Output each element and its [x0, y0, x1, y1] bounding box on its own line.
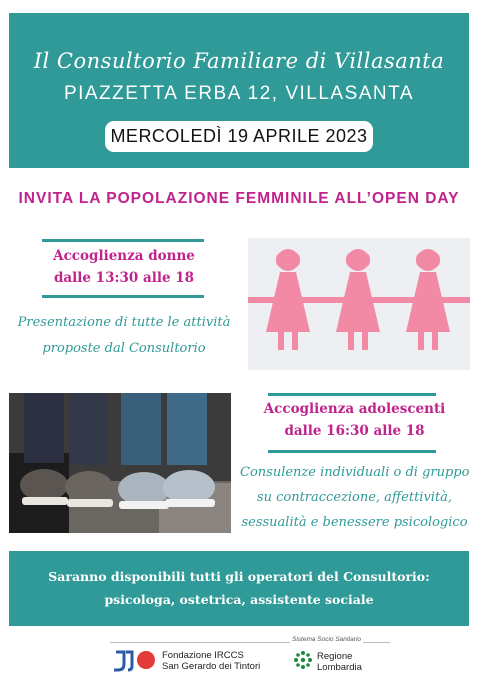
- event-date: MERCOLEDÌ 19 APRILE 2023: [105, 121, 373, 152]
- divider-bottom-teens: [268, 450, 436, 453]
- women-session-desc-1: Presentazione di tutte le attività: [17, 315, 231, 330]
- teen-session-desc-3: sessualità e benessere psicologico: [241, 515, 468, 530]
- footer-line-1: Saranno disponibili tutti gli operatori del Consultorio:: [48, 569, 430, 584]
- women-session-time: dalle 13:30 alle 18: [53, 270, 195, 286]
- fondazione-logo-icon: [112, 648, 158, 674]
- divider-top-teens: [268, 393, 436, 396]
- footer-line-2: psicologa, ostetrica, assistente sociale: [104, 592, 374, 607]
- paper-dolls-illustration: [248, 238, 470, 370]
- teen-session-desc-1: Consulenze individuali o di gruppo: [240, 465, 470, 480]
- women-session-desc-2: proposte dal Consultorio: [42, 341, 206, 356]
- teen-session-desc-2: su contraccezione, affettività,: [256, 490, 453, 505]
- regione-line-2: Lombardia: [317, 662, 362, 673]
- fondazione-name: [162, 650, 260, 672]
- teen-session-time: dalle 16:30 alle 18: [284, 423, 425, 439]
- regione-line-1: Regione: [317, 651, 353, 662]
- women-session-title: Accoglienza donne: [53, 248, 195, 264]
- divider-bottom-women: [42, 295, 204, 298]
- sneakers-illustration: [9, 393, 231, 533]
- footer-banner: [9, 551, 469, 626]
- address: PIAZZETTA ERBA 12, VILLASANTA: [63, 83, 415, 104]
- paper-dolls-photo: [248, 238, 470, 370]
- regione-name: [317, 651, 362, 673]
- fondazione-line-1: Fondazione IRCCS: [162, 650, 244, 661]
- teen-session-title: Accoglienza adolescenti: [263, 401, 446, 417]
- system-label: Sistema Socio Sanitario: [292, 636, 362, 643]
- sneakers-photo: [9, 393, 231, 533]
- regione-lombardia-logo-icon: [293, 650, 313, 670]
- fondazione-line-2: San Gerardo dei Tintori: [162, 661, 261, 672]
- invite-heading: INVITA LA POPOLAZIONE FEMMINILE ALL’OPEN DAY: [18, 190, 460, 207]
- divider-top-women: [42, 239, 204, 242]
- header-banner: [9, 13, 469, 168]
- poster-title: Il Consultorio Familiare di Villasanta: [33, 49, 445, 73]
